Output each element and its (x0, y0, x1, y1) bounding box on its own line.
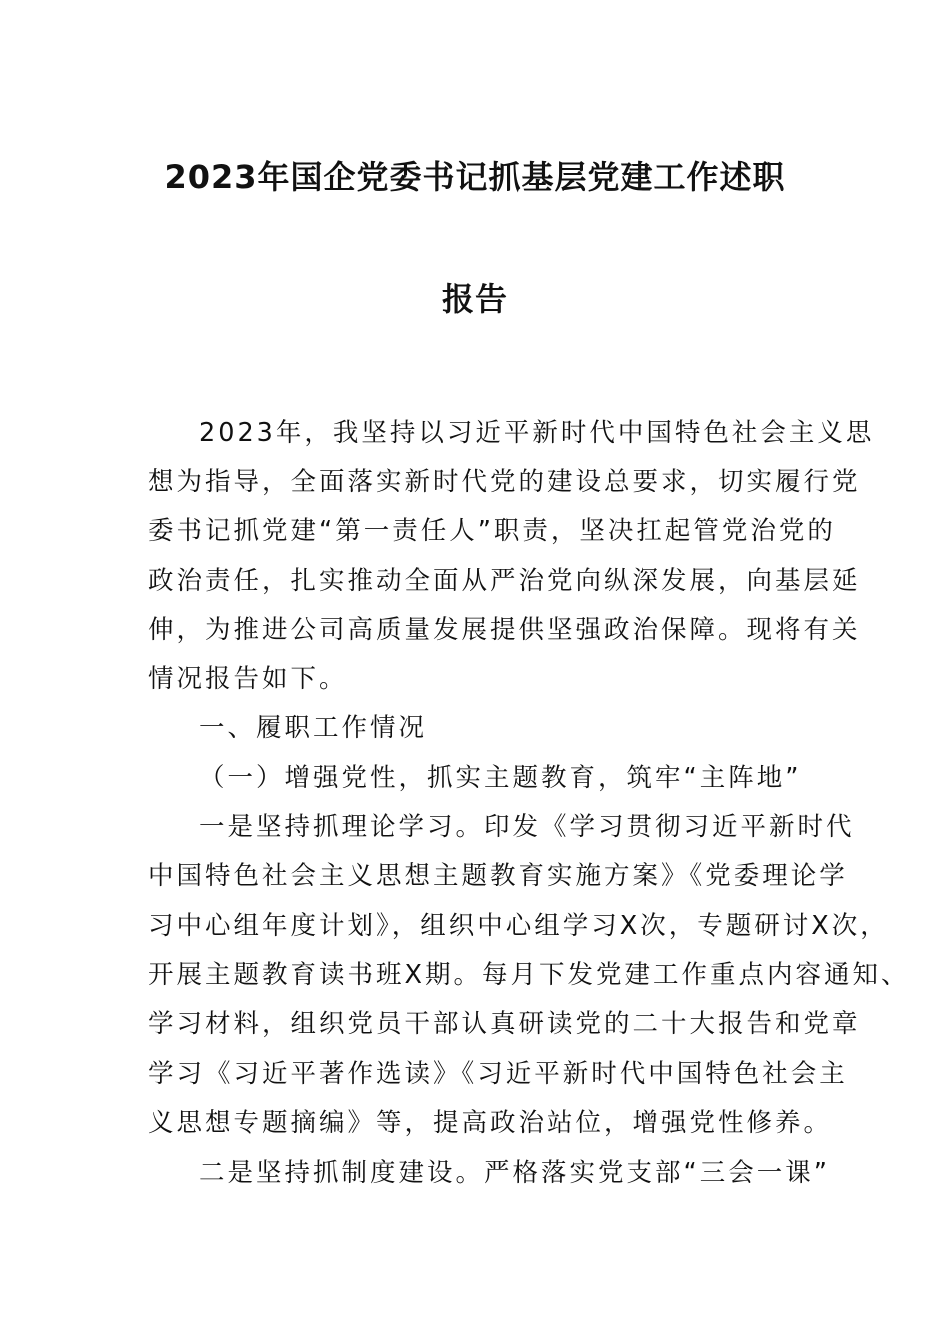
paragraph-line: 政治责任，扎实推动全面从严治党向纵深发展，向基层延 (148, 566, 861, 596)
document-title-line-2: 报告 (441, 280, 508, 318)
paragraph-line: 一是坚持抓理论学习。印发《学习贯彻习近平新时代 (199, 812, 855, 842)
document-title-line-1: 2023年国企党委书记抓基层党建工作述职 (164, 158, 786, 196)
paragraph-line: 2023年，我坚持以习近平新时代中国特色社会主义思 (199, 418, 875, 448)
section-heading: 一、履职工作情况 (199, 713, 428, 743)
paragraph-line: 义思想专题摘编》等，提高政治站位，增强党性修养。 (148, 1108, 833, 1138)
paragraph-line: 伸，为推进公司高质量发展提供坚强政治保障。现将有关 (148, 615, 861, 645)
paragraph-line: 学习材料，组织党员干部认真研读党的二十大报告和党章 (148, 1009, 861, 1039)
paragraph-line: 中国特色社会主义思想主题教育实施方案》《党委理论学 (148, 861, 848, 891)
paragraph-line: 情况报告如下。 (148, 664, 348, 694)
paragraph-line: 委书记抓党建“第一责任人”职责，坚决扛起管党治党的 (148, 516, 836, 546)
paragraph-line: 学习《习近平著作选读》《习近平新时代中国特色社会主 (148, 1059, 848, 1089)
paragraph-line: 想为指导，全面落实新时代党的建设总要求，切实履行党 (148, 467, 861, 497)
paragraph-line: 开展主题教育读书班X期。每月下发党建工作重点内容通知、 (148, 960, 910, 990)
paragraph-line: 习中心组年度计划》，组织中心组学习X次，专题研讨X次， (148, 911, 889, 941)
subsection-heading: （一）增强党性，抓实主题教育，筑牢“主阵地” (199, 763, 802, 793)
paragraph-line: 二是坚持抓制度建设。严格落实党支部“三会一课” (199, 1158, 830, 1188)
